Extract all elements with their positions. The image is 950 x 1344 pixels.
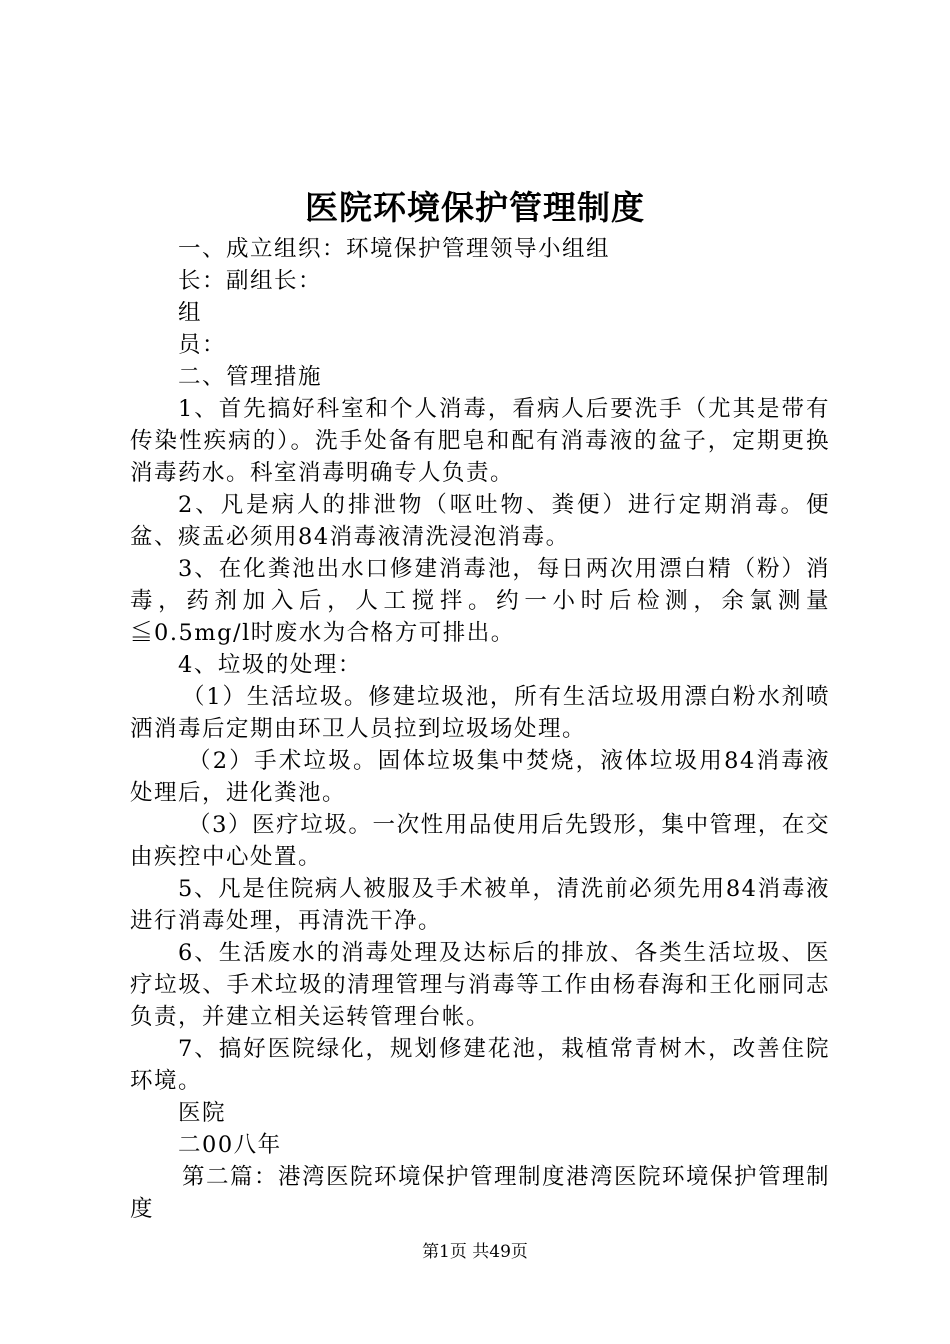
measure-item-2: 2、凡是病人的排泄物（呕吐物、粪便）进行定期消毒。便盆、痰盂必须用84消毒液清洗浸泡消毒。 — [130, 492, 830, 550]
measure-item-7: 7、搞好医院绿化，规划修建花池，栽植常青树木，改善住院环境。 — [130, 1036, 830, 1094]
page-footer: 第1页 共49页 — [422, 1242, 528, 1262]
waste-item-1: （1）生活垃圾。修建垃圾池，所有生活垃圾用漂白粉水剂喷洒消毒后定期由环卫人员拉到垃圾场处理。 — [130, 684, 830, 742]
measure-item-4: 4、垃圾的处理： — [178, 652, 362, 678]
signature-date: 二00八年 — [178, 1132, 282, 1158]
next-section-heading: 第二篇：港湾医院环境保护管理制度港湾医院环境保护管理制度 — [130, 1164, 831, 1222]
measure-item-1: 1、首先搞好科室和个人消毒，看病人后要洗手（尤其是带有传染性疾病的）。洗手处备有肥皂和配有消毒液的盆子，定期更换消毒药水。科室消毒明确专人负责。 — [130, 396, 830, 486]
section-heading-measures: 二、管理措施 — [178, 364, 323, 390]
section-heading-organization: 一、成立组织：环境保护管理领导小组组 — [178, 236, 611, 262]
measure-item-6: 6、生活废水的消毒处理及达标后的排放、各类生活垃圾、医疗垃圾、手术垃圾的清理管理与消毒等工作由杨春海和王化丽同志负责，并建立相关运转管理台帐。 — [130, 940, 830, 1030]
member-line-1: 组 — [178, 300, 203, 326]
document-body — [130, 233, 830, 1225]
signature-organization: 医院 — [178, 1100, 227, 1126]
waste-item-3: （3）医疗垃圾。一次性用品使用后先毁形，集中管理，在交由疾控中心处置。 — [130, 812, 830, 870]
measure-item-5: 5、凡是住院病人被服及手术被单，清洗前必须先用84消毒液进行消毒处理，再清洗干净。 — [130, 876, 830, 934]
member-line-2: 员： — [178, 332, 227, 358]
waste-item-2: （2）手术垃圾。固体垃圾集中焚烧，液体垃圾用84消毒液处理后，进化粪池。 — [130, 748, 830, 806]
measure-item-3: 3、在化粪池出水口修建消毒池，每日两次用漂白精（粉）消毒，药剂加入后，人工搅拌。约一小时后检测，余氯测量≦0.5mg/l时废水为合格方可排出。 — [130, 556, 830, 646]
leader-line: 长：副组长： — [178, 268, 323, 294]
document-title: 医院环境保护管理制度 — [305, 188, 645, 227]
